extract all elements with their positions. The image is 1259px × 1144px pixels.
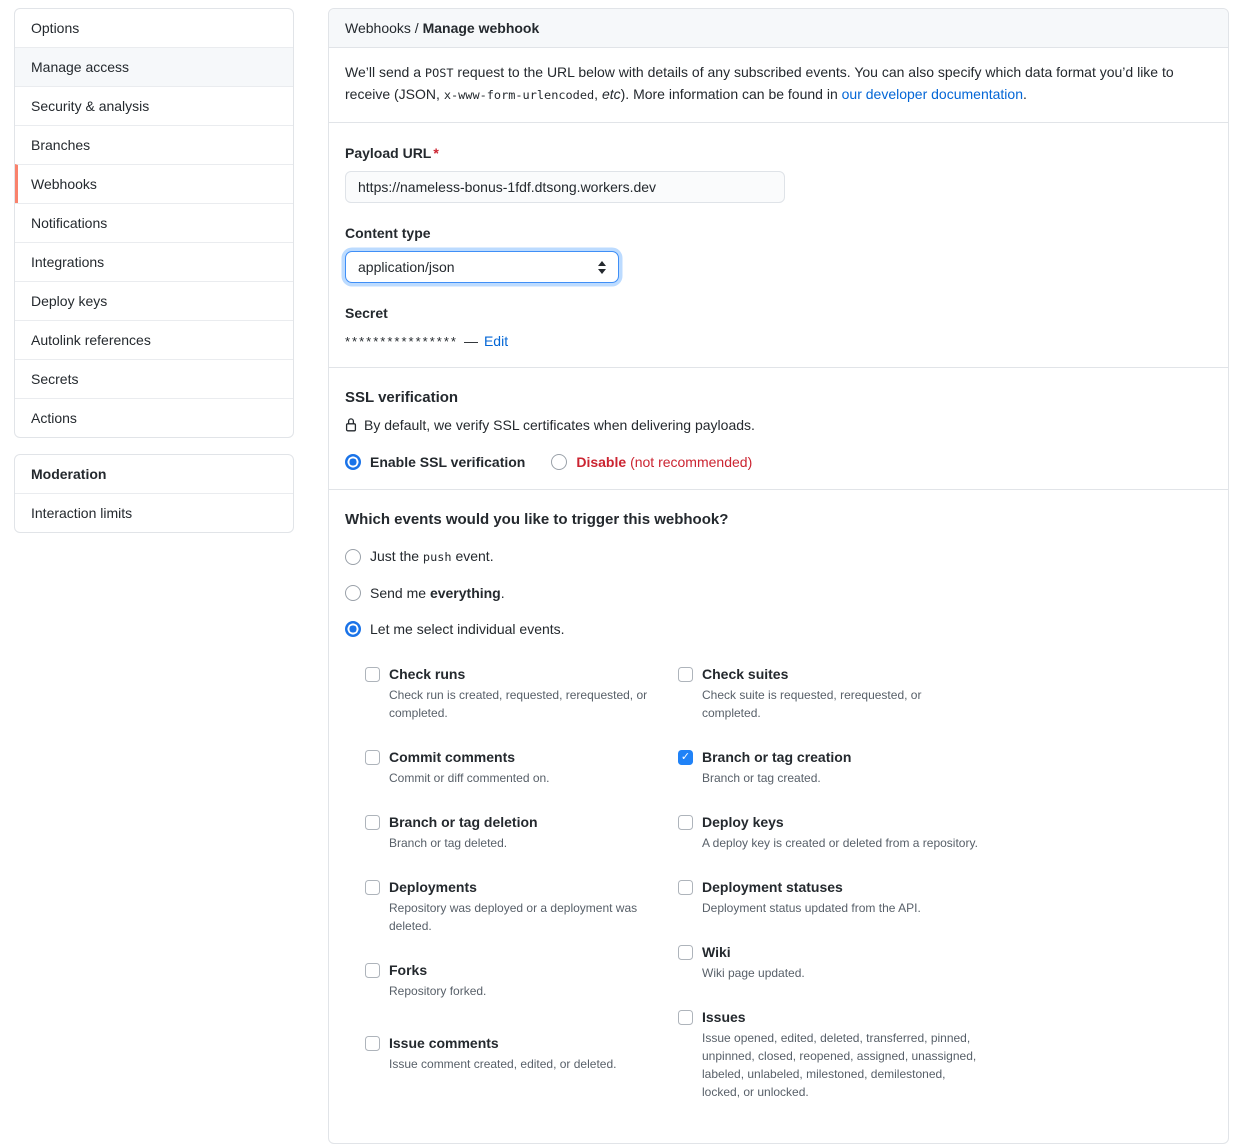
event-title: Deploy keys: [702, 814, 784, 830]
intro-text: ,: [594, 86, 602, 102]
event-trigger-radio-group: [345, 546, 1212, 639]
sidebar-item-actions[interactable]: Actions: [15, 398, 293, 437]
select-individual-radio[interactable]: [345, 619, 1212, 639]
event-title: Issues: [702, 1009, 746, 1025]
forks-checkbox-item[interactable]: [365, 961, 665, 1000]
ssl-description: By default, we verify SSL certificates when delivering payloads.: [364, 417, 755, 433]
wiki-checkbox-item[interactable]: [678, 943, 978, 982]
deploy-keys-checkbox-item[interactable]: [678, 813, 978, 852]
deployments-checkbox-item[interactable]: [365, 878, 665, 935]
events-column-left: [365, 665, 665, 1127]
check-runs-checkbox-item[interactable]: [365, 665, 665, 722]
checkbox-checked-icon[interactable]: [678, 750, 693, 765]
sidebar-item-security-analysis[interactable]: Security & analysis: [15, 86, 293, 125]
sidebar-item-integrations[interactable]: Integrations: [15, 242, 293, 281]
webhook-intro-text: [329, 48, 1228, 123]
radio-unselected-icon: [345, 585, 361, 601]
disable-ssl-radio[interactable]: [551, 454, 752, 470]
checkbox-unchecked-icon[interactable]: [678, 1010, 693, 1025]
event-title: Branch or tag creation: [702, 749, 852, 765]
checkbox-unchecked-icon[interactable]: [365, 963, 380, 978]
settings-nav-section: [14, 8, 294, 438]
label-text: event.: [451, 548, 494, 564]
sidebar-item-interaction-limits[interactable]: Interaction limits: [15, 493, 293, 532]
content-type-selected-value: application/json: [358, 259, 455, 275]
sidebar-item-autolink-references[interactable]: Autolink references: [15, 320, 293, 359]
radio-selected-icon: [345, 454, 361, 470]
sidebar-item-deploy-keys[interactable]: Deploy keys: [15, 281, 293, 320]
everything-bold-text: everything: [429, 585, 501, 601]
secret-edit-link[interactable]: Edit: [483, 333, 509, 349]
checkbox-unchecked-icon[interactable]: [365, 750, 380, 765]
push-code: push: [422, 550, 452, 564]
branch-tag-creation-checkbox-item[interactable]: [678, 748, 978, 787]
secret-row: [345, 333, 1212, 349]
label-text: Just the: [370, 548, 423, 564]
intro-etc: etc: [601, 86, 621, 102]
disable-note-text: (not recommended): [630, 454, 753, 470]
event-description: Check suite is requested, rerequested, or completed.: [702, 688, 922, 720]
moderation-nav-section: [14, 454, 294, 533]
payload-url-label: [345, 143, 1212, 163]
ssl-description-row: [345, 417, 1212, 433]
breadcrumb-separator: /: [410, 20, 423, 36]
secret-label: Secret: [345, 305, 388, 321]
webhook-form-section: [329, 123, 1228, 367]
checkbox-unchecked-icon[interactable]: [365, 667, 380, 682]
sidebar-item-options[interactable]: Options: [31, 20, 80, 36]
urlencoded-code: x-www-form-urlencoded: [443, 88, 595, 102]
page-title: Manage webhook: [422, 20, 540, 36]
developer-documentation-link[interactable]: our developer documentation: [841, 86, 1023, 102]
sidebar-item-secrets[interactable]: Secrets: [15, 359, 293, 398]
event-title: Deployments: [389, 879, 477, 895]
issues-checkbox-item[interactable]: [678, 1008, 978, 1101]
payload-url-label-text: Payload URL: [345, 145, 432, 161]
event-title: Check suites: [702, 666, 789, 682]
checkbox-unchecked-icon[interactable]: [365, 880, 380, 895]
checkbox-unchecked-icon[interactable]: [365, 1036, 380, 1051]
breadcrumb-webhooks-link[interactable]: Webhooks: [345, 20, 411, 36]
intro-text: We’ll send a: [345, 64, 425, 80]
secret-separator-dash: —: [463, 333, 478, 349]
event-description: Check run is created, requested, rerequested, or completed.: [389, 688, 648, 720]
deployment-statuses-checkbox-item[interactable]: [678, 878, 978, 917]
label-text: .: [500, 585, 505, 601]
checkbox-unchecked-icon[interactable]: [678, 880, 693, 895]
event-description: Issue opened, edited, deleted, transferred, pinned, unpinned, closed, reopened, assigned, unassigned, labeled, unlabeled, milestoned, demilestoned, locked, or unlocked.: [702, 1031, 977, 1099]
event-title: Branch or tag deletion: [389, 814, 538, 830]
event-title: Issue comments: [389, 1035, 499, 1051]
commit-comments-checkbox-item[interactable]: [365, 748, 665, 787]
event-description: Wiki page updated.: [702, 966, 805, 980]
settings-sidebar: [14, 8, 294, 533]
sidebar-item-notifications[interactable]: Notifications: [15, 203, 293, 242]
checkbox-unchecked-icon[interactable]: [678, 667, 693, 682]
lock-icon: [345, 417, 357, 433]
event-description: Branch or tag deleted.: [389, 836, 508, 850]
ssl-verification-section: [329, 367, 1228, 489]
disable-ssl-label: [576, 454, 752, 470]
radio-unselected-icon: [345, 549, 361, 565]
breadcrumb: [329, 9, 1228, 48]
disable-label-text: Disable: [576, 454, 627, 470]
event-description: Issue comment created, edited, or deleted.: [389, 1057, 617, 1071]
moderation-section-header: Moderation: [31, 466, 107, 482]
enable-ssl-radio[interactable]: [345, 454, 525, 470]
event-title: Forks: [389, 962, 428, 978]
event-description: Branch or tag created.: [702, 771, 821, 785]
ssl-section-title: SSL verification: [345, 389, 459, 406]
event-description: Repository forked.: [389, 984, 487, 998]
sidebar-item-branches[interactable]: Branches: [15, 125, 293, 164]
content-type-select[interactable]: [345, 251, 619, 283]
branch-tag-deletion-checkbox-item[interactable]: [365, 813, 665, 852]
just-push-label: [370, 546, 494, 567]
issue-comments-checkbox-item[interactable]: [365, 1034, 665, 1073]
event-title: Deployment statuses: [702, 879, 843, 895]
send-everything-radio[interactable]: [345, 583, 1212, 603]
event-description: A deploy key is created or deleted from a repository.: [702, 836, 978, 850]
event-title: Commit comments: [389, 749, 516, 765]
select-individual-label: Let me select individual events.: [370, 621, 565, 637]
manage-webhook-panel: [328, 8, 1229, 1144]
sidebar-item-webhooks[interactable]: Webhooks: [15, 164, 293, 203]
select-stepper-icon: [598, 261, 606, 274]
intro-text: request to the URL below with details of any subscribed events. You can also specify which data format you’d like to receive (JSON,: [345, 64, 1174, 102]
events-column-right: [678, 665, 978, 1127]
event-description: Repository was deployed or a deployment was deleted.: [389, 901, 638, 933]
just-push-radio[interactable]: [345, 546, 1212, 567]
enable-ssl-label: Enable SSL verification: [370, 454, 526, 470]
payload-url-input[interactable]: [345, 171, 785, 203]
send-everything-label: [370, 583, 505, 603]
checkbox-unchecked-icon[interactable]: [365, 815, 380, 830]
ssl-radio-group: [345, 454, 1212, 470]
radio-unselected-icon: [551, 454, 567, 470]
checkbox-unchecked-icon[interactable]: [678, 945, 693, 960]
event-description: Deployment status updated from the API.: [702, 901, 921, 915]
secret-masked-value: ****************: [345, 333, 458, 349]
sidebar-item-manage-access[interactable]: Manage access: [15, 47, 293, 86]
required-asterisk: *: [433, 145, 439, 161]
event-title: Wiki: [702, 944, 731, 960]
intro-text: ). More information can be found in: [620, 86, 842, 102]
intro-text: .: [1022, 86, 1027, 102]
checkbox-unchecked-icon[interactable]: [678, 815, 693, 830]
events-checkbox-grid: [365, 665, 1212, 1127]
event-description: Commit or diff commented on.: [389, 771, 550, 785]
events-question: Which events would you like to trigger this webhook?: [345, 511, 729, 528]
post-code: POST: [424, 66, 454, 80]
radio-selected-icon: [345, 621, 361, 637]
events-section: [329, 489, 1228, 1143]
event-title: Check runs: [389, 666, 466, 682]
label-text: Send me: [370, 585, 430, 601]
content-type-label: Content type: [345, 225, 431, 241]
check-suites-checkbox-item[interactable]: [678, 665, 978, 722]
